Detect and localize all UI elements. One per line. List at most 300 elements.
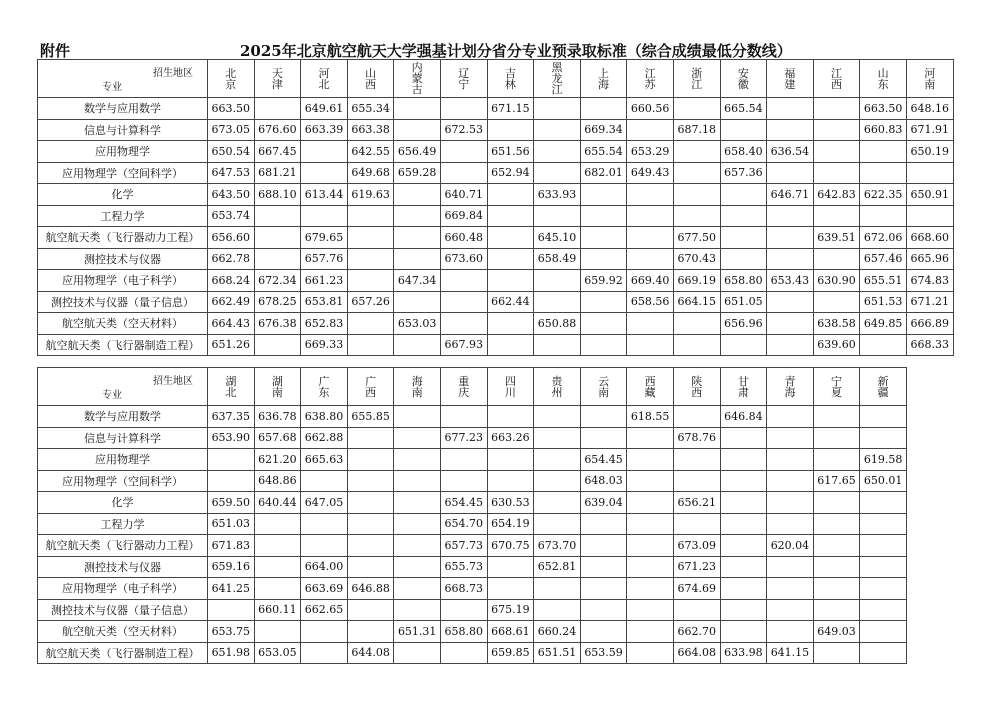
score-cell: 672.53 (440, 119, 487, 141)
score-cell (254, 556, 301, 578)
score-cell (534, 162, 581, 184)
major-name: 数学与应用数学 (38, 98, 208, 120)
score-cell: 651.31 (394, 621, 441, 643)
score-cell (627, 513, 674, 535)
major-name: 测控技术与仪器（量子信息） (38, 291, 208, 313)
score-cell (767, 162, 814, 184)
major-name: 航空航天类（飞行器制造工程） (38, 334, 208, 356)
region-header-char: 甘 (737, 374, 749, 388)
score-cell (813, 492, 860, 514)
region-header (860, 368, 907, 406)
score-cell: 669.33 (301, 334, 348, 356)
score-cell (813, 556, 860, 578)
score-cell: 639.51 (813, 227, 860, 249)
table-row (38, 578, 907, 600)
score-cell (813, 141, 860, 163)
score-cell: 653.81 (301, 291, 348, 313)
region-header (301, 368, 348, 406)
score-cell (767, 313, 814, 335)
score-cell: 657.26 (347, 291, 394, 313)
score-cell (301, 470, 348, 492)
major-name: 信息与计算科学 (38, 119, 208, 141)
region-header-char: 吉 (504, 66, 516, 80)
score-cell (860, 535, 907, 557)
score-cell (440, 642, 487, 664)
score-cell (534, 578, 581, 600)
score-cell (627, 119, 674, 141)
region-header-char: 陕 (691, 374, 703, 388)
region-header-char: 山 (365, 66, 377, 80)
score-cell: 651.53 (860, 291, 907, 313)
score-cell (440, 599, 487, 621)
region-header-char: 四 (504, 374, 516, 388)
region-header-char: 江 (644, 66, 656, 80)
score-cell (580, 313, 627, 335)
score-cell: 658.56 (627, 291, 674, 313)
score-cell (440, 449, 487, 471)
score-cell (487, 227, 534, 249)
score-cell (673, 513, 720, 535)
score-cell (487, 119, 534, 141)
score-cell: 654.19 (487, 513, 534, 535)
score-cell: 636.78 (254, 406, 301, 428)
score-cell (487, 313, 534, 335)
score-cell: 650.88 (534, 313, 581, 335)
region-header-char: 山 (877, 66, 889, 80)
region-header (394, 60, 441, 98)
region-header-char: 东 (318, 385, 330, 399)
score-cell (347, 449, 394, 471)
score-cell (534, 427, 581, 449)
score-cell (580, 599, 627, 621)
region-header-char: 宁 (458, 77, 470, 91)
score-cell (394, 578, 441, 600)
score-cell: 688.10 (254, 184, 301, 206)
score-cell (860, 492, 907, 514)
region-header-char: 川 (504, 385, 516, 399)
score-cell: 641.25 (208, 578, 255, 600)
score-cell (487, 406, 534, 428)
score-cell: 649.85 (860, 313, 907, 335)
score-cell (720, 535, 767, 557)
region-header (440, 368, 487, 406)
region-header-char: 湖 (271, 374, 283, 388)
table-row (38, 248, 954, 270)
score-cell: 655.34 (347, 98, 394, 120)
score-cell: 649.61 (301, 98, 348, 120)
major-name: 工程力学 (38, 513, 208, 535)
score-cell: 671.21 (906, 291, 953, 313)
region-header-char: 蒙 (411, 72, 423, 85)
score-cell: 663.50 (860, 98, 907, 120)
score-cell: 671.83 (208, 535, 255, 557)
page-title: 2025年北京航空航天大学强基计划分省分专业预录取标准（综合成绩最低分数线） (240, 42, 792, 60)
score-cell: 647.34 (394, 270, 441, 292)
score-cell: 640.44 (254, 492, 301, 514)
score-cell (720, 334, 767, 356)
score-cell (767, 427, 814, 449)
score-cell: 656.21 (673, 492, 720, 514)
table-row (38, 270, 954, 292)
score-cell (580, 248, 627, 270)
score-cell: 660.24 (534, 621, 581, 643)
score-cell: 662.70 (673, 621, 720, 643)
score-cell: 655.73 (440, 556, 487, 578)
score-cell: 622.35 (860, 184, 907, 206)
score-cell (440, 162, 487, 184)
score-cell (767, 205, 814, 227)
score-cell (487, 556, 534, 578)
score-cell (347, 334, 394, 356)
score-cell: 638.80 (301, 406, 348, 428)
region-header-char: 内 (411, 61, 423, 74)
score-cell (254, 98, 301, 120)
region-header (627, 60, 674, 98)
score-cell (534, 119, 581, 141)
score-cell: 663.50 (208, 98, 255, 120)
table-row (38, 449, 907, 471)
score-cell: 617.65 (813, 470, 860, 492)
region-header-char: 古 (411, 83, 423, 96)
score-cell: 657.46 (860, 248, 907, 270)
score-cell: 618.55 (627, 406, 674, 428)
score-cell: 662.88 (301, 427, 348, 449)
score-cell (254, 334, 301, 356)
region-header (580, 368, 627, 406)
score-cell (627, 313, 674, 335)
score-cell (301, 621, 348, 643)
score-cell (301, 141, 348, 163)
region-header-char: 贵 (551, 374, 563, 388)
score-cell: 643.50 (208, 184, 255, 206)
table-row (38, 535, 907, 557)
table-row (38, 642, 907, 664)
score-cell: 673.70 (534, 535, 581, 557)
score-cell: 659.16 (208, 556, 255, 578)
score-cell (860, 578, 907, 600)
region-header (347, 60, 394, 98)
region-header-char: 江 (691, 77, 703, 91)
score-cell (394, 248, 441, 270)
score-cell (813, 291, 860, 313)
score-cell (394, 599, 441, 621)
score-cell (254, 535, 301, 557)
region-header (720, 368, 767, 406)
score-cell: 670.43 (673, 248, 720, 270)
region-header (767, 60, 814, 98)
table-row (38, 184, 954, 206)
major-name: 航空航天类（飞行器制造工程） (38, 642, 208, 664)
score-cell: 676.38 (254, 313, 301, 335)
score-cell (860, 599, 907, 621)
region-header (534, 368, 581, 406)
table-row (38, 313, 954, 335)
score-cell (534, 270, 581, 292)
score-cell: 658.49 (534, 248, 581, 270)
score-cell: 648.86 (254, 470, 301, 492)
score-cell (347, 513, 394, 535)
score-cell: 653.59 (580, 642, 627, 664)
score-cell: 663.38 (347, 119, 394, 141)
score-cell (534, 492, 581, 514)
major-name: 测控技术与仪器（量子信息） (38, 599, 208, 621)
score-cell (720, 599, 767, 621)
score-cell (673, 470, 720, 492)
score-cell (347, 492, 394, 514)
score-cell (673, 334, 720, 356)
score-cell (534, 334, 581, 356)
region-header (208, 368, 255, 406)
score-cell (767, 492, 814, 514)
score-cell: 649.43 (627, 162, 674, 184)
major-name: 应用物理学 (38, 141, 208, 163)
table-row (38, 334, 954, 356)
region-header-char: 北 (318, 77, 330, 91)
score-cell: 652.83 (301, 313, 348, 335)
score-cell (813, 205, 860, 227)
score-cell (720, 248, 767, 270)
score-cell (720, 119, 767, 141)
score-cell (767, 406, 814, 428)
table-row (38, 427, 907, 449)
score-cell (208, 470, 255, 492)
score-cell (580, 578, 627, 600)
score-cell: 645.10 (534, 227, 581, 249)
score-cell (347, 270, 394, 292)
region-header-char: 西 (365, 385, 377, 399)
score-cell (813, 406, 860, 428)
score-cell: 654.45 (440, 492, 487, 514)
score-cell: 642.55 (347, 141, 394, 163)
score-cell (813, 535, 860, 557)
region-header-char: 重 (458, 374, 470, 388)
score-cell (813, 248, 860, 270)
score-cell: 638.58 (813, 313, 860, 335)
header-corner (38, 368, 208, 406)
score-cell (673, 141, 720, 163)
region-header (906, 60, 953, 98)
score-cell: 660.11 (254, 599, 301, 621)
region-header (487, 368, 534, 406)
region-header-char: 河 (318, 66, 330, 80)
region-header-char: 新 (877, 374, 889, 388)
score-cell: 673.60 (440, 248, 487, 270)
score-cell (673, 599, 720, 621)
score-cell (487, 205, 534, 227)
score-cell (813, 162, 860, 184)
score-cell (487, 449, 534, 471)
major-name: 化学 (38, 492, 208, 514)
score-cell: 655.51 (860, 270, 907, 292)
score-cell (673, 406, 720, 428)
region-header-char: 海 (784, 385, 796, 399)
score-cell (347, 599, 394, 621)
score-cell: 646.84 (720, 406, 767, 428)
region-header-char: 南 (598, 385, 610, 399)
score-cell (487, 248, 534, 270)
major-name: 航空航天类（空天材料） (38, 621, 208, 643)
score-cell: 658.80 (720, 270, 767, 292)
score-cell: 667.93 (440, 334, 487, 356)
score-cell (347, 621, 394, 643)
region-header-char: 湖 (225, 374, 237, 388)
score-cell (347, 556, 394, 578)
score-cell: 653.75 (208, 621, 255, 643)
region-header-char: 苏 (644, 77, 656, 91)
score-cell: 668.61 (487, 621, 534, 643)
region-header (673, 60, 720, 98)
score-cell (627, 449, 674, 471)
region-header-char: 南 (271, 385, 283, 399)
score-cell: 651.26 (208, 334, 255, 356)
score-cell: 633.93 (534, 184, 581, 206)
score-cell: 651.05 (720, 291, 767, 313)
region-header-char: 肃 (737, 385, 749, 399)
score-cell (627, 535, 674, 557)
table-row (38, 205, 954, 227)
score-cell (580, 427, 627, 449)
score-cell: 639.04 (580, 492, 627, 514)
score-cell: 636.54 (767, 141, 814, 163)
score-cell: 642.83 (813, 184, 860, 206)
score-cell (394, 119, 441, 141)
table-row (38, 406, 907, 428)
score-cell: 668.24 (208, 270, 255, 292)
score-cell: 664.15 (673, 291, 720, 313)
score-cell (254, 578, 301, 600)
region-header-char: 西 (831, 77, 843, 91)
region-header-char: 海 (411, 374, 423, 388)
score-cell: 658.40 (720, 141, 767, 163)
score-cell: 660.83 (860, 119, 907, 141)
table-row (38, 291, 954, 313)
region-header-char: 庆 (458, 385, 470, 399)
score-cell: 681.21 (254, 162, 301, 184)
region-header-char: 黑 (551, 61, 563, 74)
region-header-char: 上 (598, 66, 610, 80)
score-cell (627, 248, 674, 270)
score-cell: 662.78 (208, 248, 255, 270)
score-cell (347, 205, 394, 227)
score-cell: 655.85 (347, 406, 394, 428)
score-cell (860, 334, 907, 356)
region-header-char: 州 (551, 385, 563, 399)
region-header-char: 南 (924, 77, 936, 91)
region-header-char: 北 (225, 385, 237, 399)
score-cell (394, 642, 441, 664)
score-cell: 677.50 (673, 227, 720, 249)
score-cell (767, 556, 814, 578)
score-cell (487, 270, 534, 292)
score-cell: 639.60 (813, 334, 860, 356)
region-header-char: 龙 (551, 72, 563, 85)
score-cell (440, 313, 487, 335)
header-corner (38, 60, 208, 98)
major-name: 信息与计算科学 (38, 427, 208, 449)
score-cell: 637.35 (208, 406, 255, 428)
score-table-2 (37, 367, 907, 664)
major-name: 航空航天类（飞行器动力工程） (38, 227, 208, 249)
major-axis-label: 专业 (102, 82, 122, 93)
score-cell: 651.51 (534, 642, 581, 664)
score-cell: 660.48 (440, 227, 487, 249)
score-cell (627, 621, 674, 643)
region-header-char: 云 (598, 374, 610, 388)
score-cell: 619.58 (860, 449, 907, 471)
major-name: 应用物理学 (38, 449, 208, 471)
score-cell: 650.19 (906, 141, 953, 163)
score-cell (534, 470, 581, 492)
region-header (860, 60, 907, 98)
score-cell: 674.83 (906, 270, 953, 292)
major-name: 航空航天类（空天材料） (38, 313, 208, 335)
score-cell: 657.76 (301, 248, 348, 270)
score-cell (673, 162, 720, 184)
region-header (767, 368, 814, 406)
score-cell: 676.60 (254, 119, 301, 141)
score-cell (487, 334, 534, 356)
score-cell: 653.43 (767, 270, 814, 292)
score-cell (813, 427, 860, 449)
score-cell (860, 406, 907, 428)
score-cell (813, 119, 860, 141)
score-cell (347, 535, 394, 557)
region-header (580, 60, 627, 98)
score-cell (767, 621, 814, 643)
score-cell: 648.16 (906, 98, 953, 120)
score-cell (208, 449, 255, 471)
score-cell (440, 270, 487, 292)
score-cell (673, 205, 720, 227)
score-cell (767, 119, 814, 141)
score-cell (394, 513, 441, 535)
score-cell: 633.98 (720, 642, 767, 664)
score-cell (254, 513, 301, 535)
score-cell: 651.03 (208, 513, 255, 535)
score-cell: 653.03 (394, 313, 441, 335)
region-header-char: 津 (271, 77, 283, 91)
score-cell (347, 313, 394, 335)
score-cell (767, 248, 814, 270)
score-cell (627, 556, 674, 578)
score-cell (627, 470, 674, 492)
score-cell: 619.63 (347, 184, 394, 206)
score-cell (813, 513, 860, 535)
score-cell (720, 621, 767, 643)
score-cell: 654.45 (580, 449, 627, 471)
score-cell (720, 427, 767, 449)
score-cell (906, 162, 953, 184)
score-cell (440, 98, 487, 120)
score-cell (394, 449, 441, 471)
score-cell (487, 470, 534, 492)
score-cell (860, 642, 907, 664)
region-header (347, 368, 394, 406)
score-cell (860, 621, 907, 643)
region-header (440, 60, 487, 98)
score-cell: 679.65 (301, 227, 348, 249)
score-cell (394, 227, 441, 249)
score-cell: 671.91 (906, 119, 953, 141)
score-cell (767, 470, 814, 492)
score-cell: 651.98 (208, 642, 255, 664)
score-cell: 671.23 (673, 556, 720, 578)
major-name: 应用物理学（电子科学） (38, 270, 208, 292)
score-cell (580, 513, 627, 535)
score-cell: 666.89 (906, 313, 953, 335)
score-cell (627, 334, 674, 356)
score-cell (394, 470, 441, 492)
